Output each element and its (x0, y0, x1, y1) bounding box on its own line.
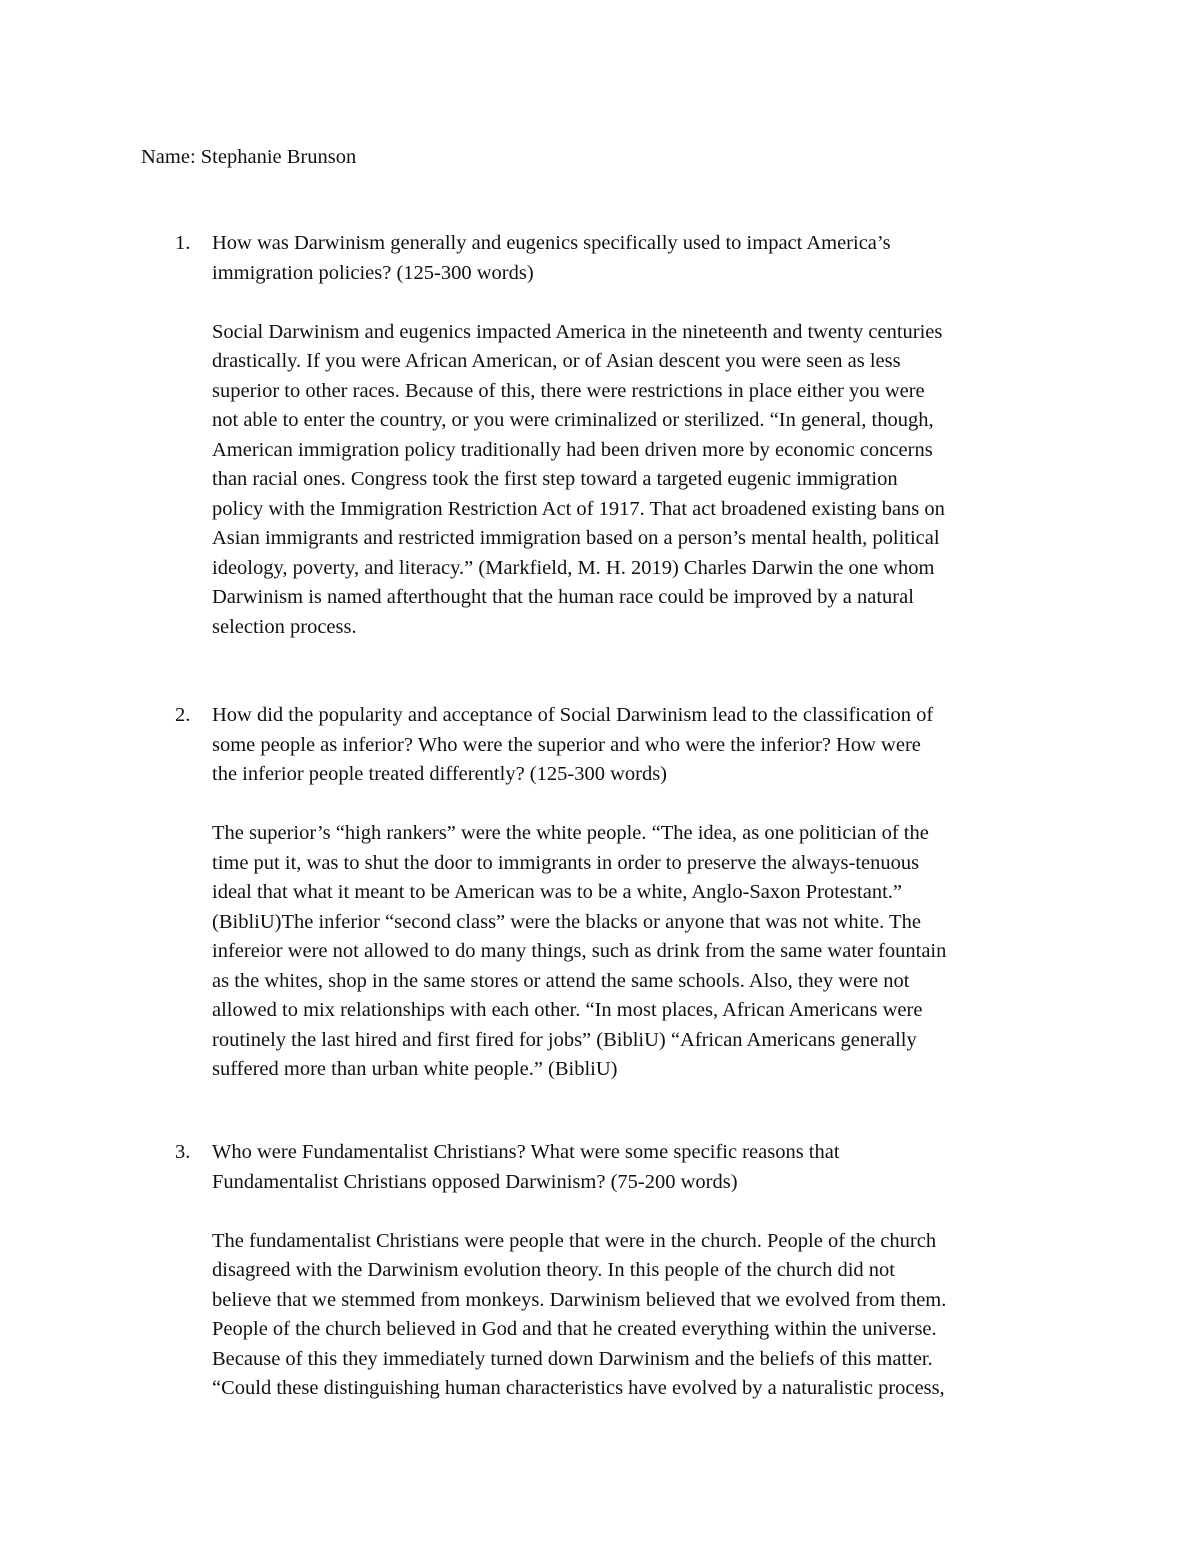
answer-line: superior to other races. Because of this, there were restrictions in place either you were (212, 379, 925, 402)
question-prompt-line: the inferior people treated differently? (125-300 words) (212, 763, 668, 785)
student-name: Name: Stephanie Brunson (141, 146, 357, 168)
answer-line: Asian immigrants and restricted immigration based on a person’s mental health, political (212, 527, 940, 549)
answer-line: The superior’s “high rankers” were the white people. “The idea, as one politician of the (212, 822, 929, 844)
answer-line: (BibliU)The inferior “second class” were the blacks or anyone that was not white. The (212, 910, 921, 933)
answer-line: disagreed with the Darwinism evolution theory. In this people of the church did not (212, 1259, 895, 1281)
answer-line: ideology, poverty, and literacy.” (Markfield, M. H. 2019) Charles Darwin the one whom (212, 556, 935, 579)
question-number: 2. (175, 704, 191, 726)
answer-line: than racial ones. Congress took the first step toward a targeted eugenic immigration (212, 468, 898, 490)
question-prompt-line: How did the popularity and acceptance of Social Darwinism lead to the classification of (212, 704, 934, 726)
answer-line: Because of this they immediately turned down Darwinism and the beliefs of this matter. (212, 1347, 933, 1370)
answer-line: infereior were not allowed to do many things, such as drink from the same water fountain (212, 940, 947, 962)
question-prompt-line: some people as inferior? Who were the superior and who were the inferior? How were (212, 733, 921, 756)
answer-line: believe that we stemmed from monkeys. Darwinism believed that we evolved from them. (212, 1288, 947, 1311)
question-prompt-line: How was Darwinism generally and eugenics specifically used to impact America’s (212, 232, 891, 254)
answer-line: ideal that what it meant to be American was to be a white, Anglo-Saxon Protestant.” (212, 881, 902, 903)
answer-line: “Could these distinguishing human characteristics have evolved by a naturalistic process, (212, 1377, 945, 1399)
question-prompt-line: immigration policies? (125-300 words) (212, 261, 534, 284)
answer-line: routinely the last hired and first fired for jobs” (BibliU) “African Americans generally (212, 1028, 917, 1051)
question-prompt-line: Fundamentalist Christians opposed Darwinism? (75-200 words) (212, 1170, 738, 1193)
answer-line: time put it, was to shut the door to immigrants in order to preserve the always-tenuous (212, 851, 920, 874)
answer-line: drastically. If you were African American, or of Asian descent you were seen as less (212, 350, 901, 372)
answer-line: American immigration policy traditionally had been driven more by economic concerns (212, 438, 933, 461)
answer-line: allowed to mix relationships with each other. “In most places, African Americans were (212, 999, 923, 1021)
answer-line: Darwinism is named afterthought that the human race could be improved by a natural (212, 586, 914, 608)
question-number: 1. (175, 232, 191, 254)
answer-line: People of the church believed in God and that he created everything within the universe. (212, 1318, 937, 1340)
question-number: 3. (175, 1141, 191, 1163)
answer-line: Social Darwinism and eugenics impacted America in the nineteenth and twenty centuries (212, 320, 943, 343)
answer-line: policy with the Immigration Restriction Act of 1917. That act broadened existing bans on (212, 497, 945, 520)
answer-line: selection process. (212, 615, 357, 638)
answer-line: not able to enter the country, or you were criminalized or sterilized. “In general, though, (212, 409, 934, 431)
answer-line: as the whites, shop in the same stores or attend the same schools. Also, they were not (212, 969, 910, 992)
question-prompt-line: Who were Fundamentalist Christians? What were some specific reasons that (212, 1141, 840, 1163)
answer-line: The fundamentalist Christians were people that were in the church. People of the church (212, 1229, 937, 1252)
answer-line: suffered more than urban white people.” (BibliU) (212, 1058, 618, 1080)
